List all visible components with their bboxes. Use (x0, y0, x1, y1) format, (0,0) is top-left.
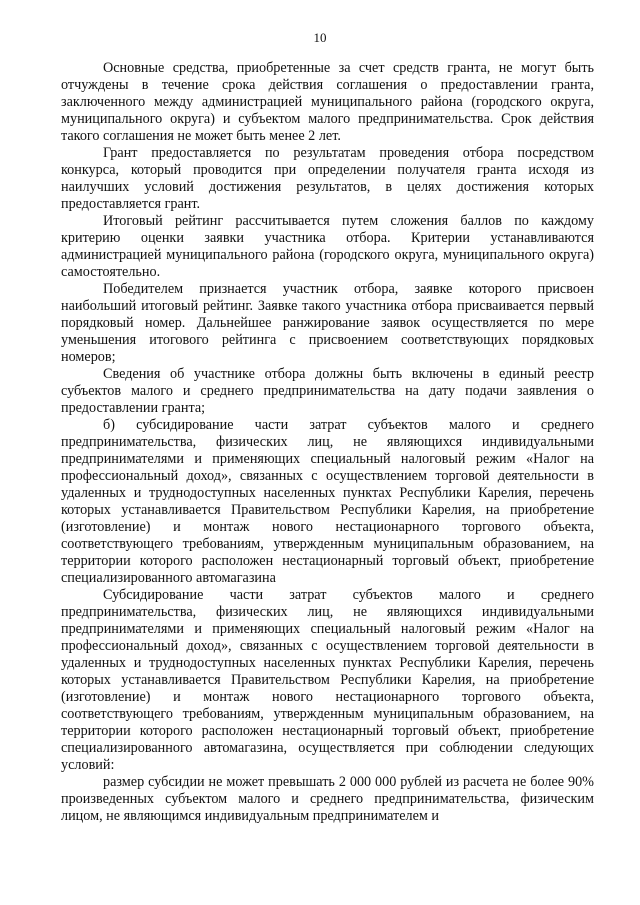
paragraph: Победителем признается участник отбора, заявке которого присвоен наибольший итоговый рейтинг. Заявке такого участника отбора присваивается первый порядковый номер. Дальнейшее ранжирование заявок осуществляется по мере уменьшения итогового рейтинга с присвоением соответствующих порядковых номеров; (61, 281, 594, 365)
page-number: 10 (313, 30, 327, 45)
paragraph: размер субсидии не может превышать 2 000 000 рублей из расчета не более 90% произведенных субъектом малого и среднего предпринимательства, физическим лицом, не являющимся индивидуальным предпринимателем и (61, 774, 594, 824)
paragraph: б) субсидирование части затрат субъектов малого и среднего предпринимательства, физических лиц, не являющихся индивидуальными предпринимателями и применяющих специальный налоговый режим «Налог на профессиональный доход», связанных с осуществлением торговой деятельности в удаленных и труднодоступных населенных пунктах Республики Карелия, перечень которых устанавливается Правительством Республики Карелия, на приобретение (изготовление) и монтаж нового нестационарного торгового объекта, соответствующего требованиям, утвержденным муниципальным образованием, на территории которого расположен нестационарный торговый объект, приобретение специализированного автомагазина (61, 417, 594, 586)
document-body (61, 60, 594, 825)
paragraph: Основные средства, приобретенные за счет средств гранта, не могут быть отчуждены в течение срока действия соглашения о предоставлении гранта, заключенного между администрацией муниципального района (городского округа, муниципального округа) и субъектом малого предпринимательства. Срок действия такого соглашения не может быть менее 2 лет. (61, 60, 594, 144)
paragraph: Сведения об участнике отбора должны быть включены в единый реестр субъектов малого и среднего предпринимательства на дату подачи заявления о предоставлении гранта; (61, 366, 594, 416)
paragraph: Субсидирование части затрат субъектов малого и среднего предпринимательства, физических лиц, не являющихся индивидуальными предпринимателями и применяющих специальный налоговый режим «Налог на профессиональный доход», связанных с осуществлением торговой деятельности в удаленных и труднодоступных населенных пунктах Республики Карелия, перечень которых устанавливается Правительством Республики Карелия, на приобретение (изготовление) и монтаж нового нестационарного торгового объекта, соответствующего требованиям, утвержденным муниципальным образованием, на территории которого расположен нестационарный торговый объект, приобретение специализированного автомагазина, осуществляется при соблюдении следующих условий: (61, 587, 594, 773)
paragraph: Грант предоставляется по результатам проведения отбора посредством конкурса, который проводится при определении получателя гранта исходя из наилучших условий достижения результатов, в целях достижения которых предоставляется грант. (61, 145, 594, 212)
paragraph: Итоговый рейтинг рассчитывается путем сложения баллов по каждому критерию оценки заявки участника отбора. Критерии устанавливаются администрацией муниципального района (городского округа, муниципального округа) самостоятельно. (61, 213, 594, 280)
